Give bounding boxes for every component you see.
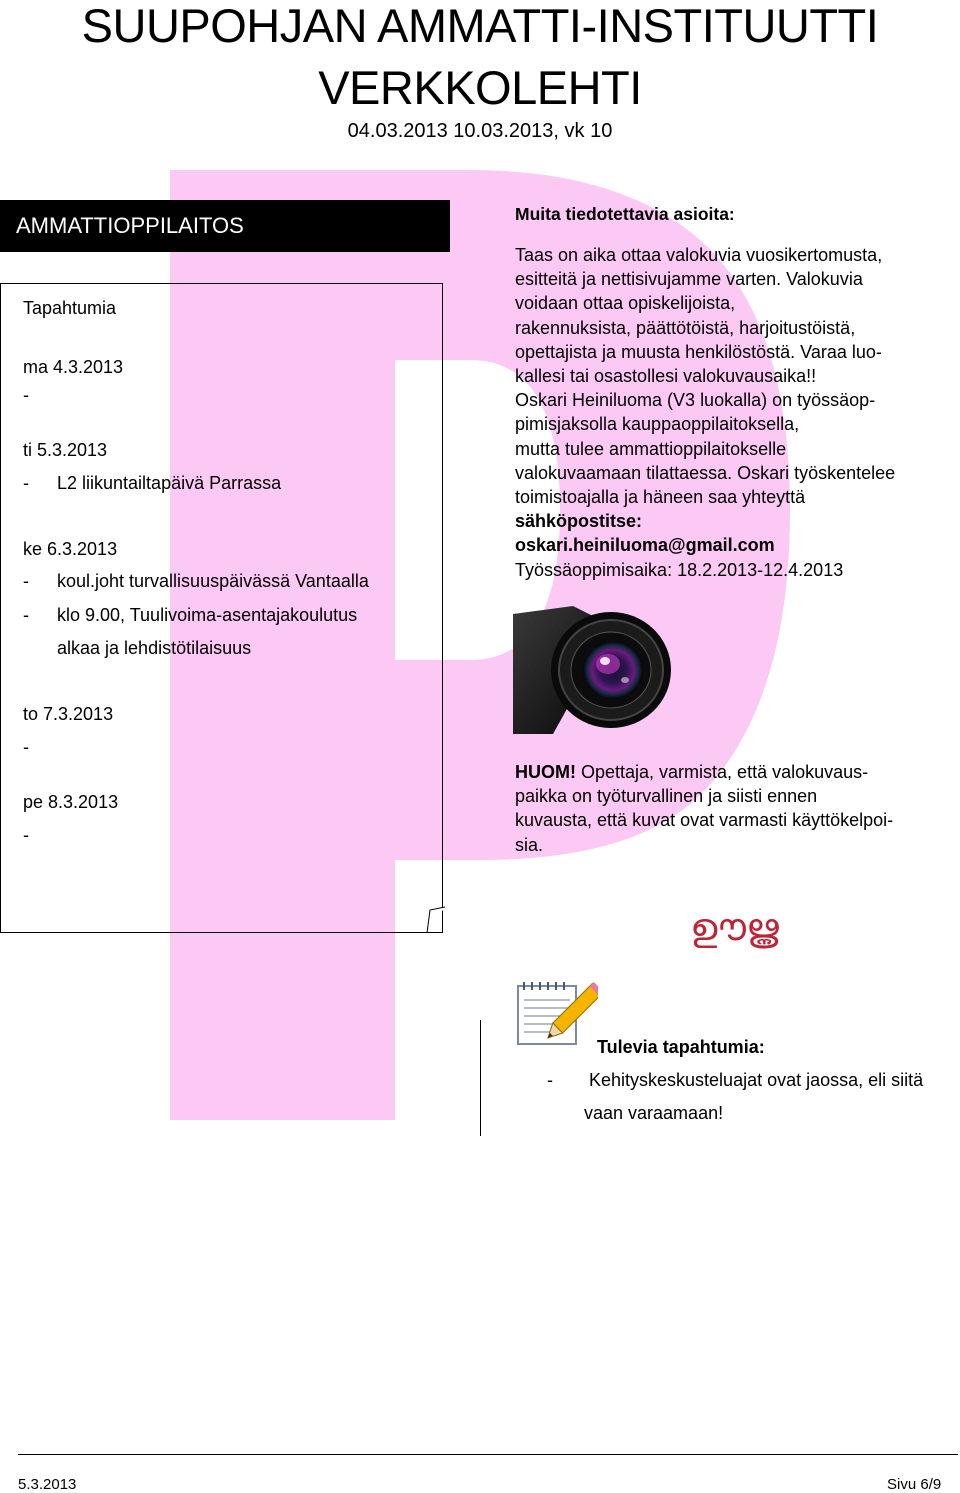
- notepad-pencil-icon: [514, 978, 598, 1048]
- upcoming-item: Kehityskeskusteluajat ovat jaossa, eli siitä: [589, 1070, 924, 1090]
- event-day-pe: pe 8.3.2013: [23, 792, 119, 812]
- page-curl-corner: [426, 906, 446, 934]
- email-label: sähköpostitse:: [515, 511, 643, 532]
- notice-line: kallesi tai osastollesi valokuvausaika!!: [515, 366, 817, 387]
- huom-label: HUOM!: [515, 762, 576, 782]
- huom-text: sia.: [515, 834, 544, 855]
- date-range: 04.03.2013 10.03.2013, vk 10: [347, 120, 613, 142]
- footer-page-number: Sivu 6/9: [887, 1476, 942, 1493]
- footer-divider: [18, 1454, 958, 1455]
- notice-line: rakennuksista, päättötöistä, harjoitustöistä,: [515, 317, 856, 338]
- internship-period: Työssäoppimisaika: 18.2.2013-12.4.2013: [515, 559, 844, 580]
- notice-line: voidaan ottaa opiskelijoista,: [515, 293, 736, 314]
- email-link[interactable]: oskari.heiniluoma@gmail.com: [515, 535, 775, 556]
- notice-line: Taas on aika ottaa valokuvia vuosikertomusta,: [515, 245, 883, 265]
- huom-text: kuvausta, että kuvat ovat varmasti käyttökelpoi-: [515, 810, 894, 831]
- events-heading: Tapahtumia: [23, 298, 117, 318]
- huom-text: Opettaja, varmista, että valokuvaus-: [576, 762, 869, 782]
- newsletter-subtitle: VERKKOLEHTI: [318, 61, 642, 114]
- huom-notice: [515, 760, 955, 857]
- event-dash: -: [23, 385, 29, 405]
- ornament-icon: ഊൠ: [690, 905, 779, 949]
- notice-line: Oskari Heiniluoma (V3 luokalla) on työssäop-: [515, 390, 876, 411]
- event-day-ke: ke 6.3.2013: [23, 539, 118, 559]
- notices-body: [515, 243, 955, 582]
- event-dash: -: [23, 571, 29, 591]
- notice-line: toimistoajalla ja häneen saa yhteyttä: [515, 487, 806, 508]
- footer-date: 5.3.2013: [18, 1476, 77, 1493]
- camera-lens-image: [513, 606, 673, 734]
- newsletter-title: SUUPOHJAN AMMATTI-INSTITUUTTI: [81, 0, 879, 52]
- upcoming-heading: Tulevia tapahtumia:: [597, 1037, 765, 1057]
- notice-line: valokuvaamaan tilattaessa. Oskari työskentelee: [515, 462, 896, 483]
- event-item: klo 9.00, Tuulivoima-asentajakoulutus: [57, 605, 358, 625]
- event-day-ti: ti 5.3.2013: [23, 440, 108, 460]
- event-dash: -: [23, 473, 29, 493]
- divider-line: [480, 1020, 481, 1136]
- huom-text: paikka on työturvallinen ja siisti ennen: [515, 786, 818, 807]
- event-item: L2 liikuntailtapäivä Parrassa: [57, 473, 282, 493]
- upcoming-item-continued: vaan varaamaan!: [584, 1103, 724, 1123]
- event-day-to: to 7.3.2013: [23, 704, 114, 724]
- event-dash: -: [23, 737, 29, 757]
- section-title-bar: AMMATTIOPPILAITOS: [0, 200, 450, 252]
- notice-line: esitteitä ja nettisivujamme varten. Valokuvia: [515, 269, 863, 290]
- event-dash: -: [23, 825, 29, 845]
- notices-heading: Muita tiedotettavia asioita:: [515, 204, 735, 224]
- event-item: koul.joht turvallisuuspäivässä Vantaalla: [57, 571, 369, 591]
- upcoming-dash: -: [547, 1070, 553, 1090]
- event-item-continued: alkaa ja lehdistötilaisuus: [57, 638, 252, 658]
- notice-line: opettajista ja muusta henkilöstöstä. Varaa luo-: [515, 341, 882, 362]
- event-day-ma: ma 4.3.2013: [23, 357, 124, 377]
- event-dash: -: [23, 605, 29, 625]
- notice-line: mutta tulee ammattioppilaitokselle: [515, 438, 787, 459]
- notice-line: pimisjaksolla kauppaoppilaitoksella,: [515, 414, 800, 435]
